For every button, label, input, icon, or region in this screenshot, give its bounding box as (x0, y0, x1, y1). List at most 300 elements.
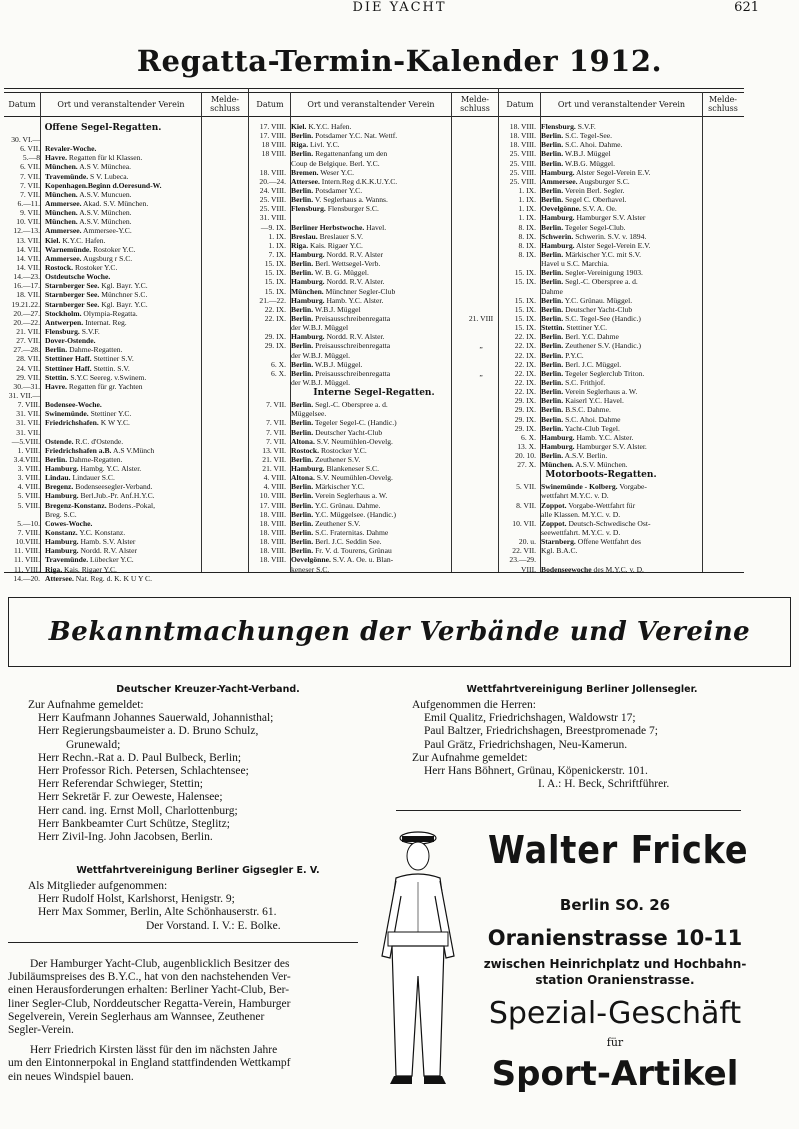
event-date: 14. VII. (16, 244, 40, 254)
event-date: 31. VII. (16, 409, 40, 419)
calendar-row (500, 159, 702, 168)
event-place: Friedrichshafen a.B. (45, 445, 112, 455)
event-date: 23.—29. (509, 555, 536, 565)
event-place: München. (45, 217, 78, 227)
event-date: 12.—13. (13, 226, 40, 236)
event-description (541, 482, 702, 491)
notice-line: ein neues Windspiel bauen. (8, 1070, 134, 1083)
event-place: Oevelgönne. (291, 555, 331, 565)
calendar-row (250, 305, 498, 314)
event-description (541, 332, 702, 341)
event-date: 14. VII. (16, 262, 40, 272)
event-place: Hamburg. (291, 332, 325, 342)
event-description (291, 323, 462, 332)
event-description (541, 387, 702, 396)
event-date: 25. VIII. (259, 195, 286, 205)
event-place: Hamburg. (291, 464, 325, 474)
event-date: 10.VIII. (15, 537, 40, 547)
event-organizer: Coup de Belgique. Berl. Y.C. (291, 158, 380, 168)
calendar-row (250, 409, 498, 418)
event-organizer: Alster Segel-Verein E.V. (576, 167, 651, 177)
event-date: 7. VIII. (17, 400, 40, 410)
ad-sport-articles: Sport-Artikel (491, 1054, 739, 1094)
calendar-row (250, 277, 498, 286)
event-description (541, 186, 702, 195)
event-date: 6. X. (271, 359, 286, 369)
event-date: 22. IX. (514, 332, 536, 342)
event-description (541, 528, 702, 537)
event-description (291, 519, 462, 528)
calendar-row (500, 287, 702, 296)
event-description (291, 409, 462, 418)
calendar-row (500, 268, 702, 277)
event-description (45, 400, 202, 409)
notice-line: Segelverein, Verein Seglerhaus am Wannsee, Zeuthener (8, 1010, 265, 1023)
event-description (291, 546, 462, 555)
event-organizer: Potsdamer Y.C. Nat. Wettf. (315, 131, 398, 141)
event-organizer: Berl. Y.C. Dahme (565, 332, 619, 342)
event-place: Konstanz. (45, 528, 78, 538)
event-organizer: W.B.G. Müggel. (564, 158, 616, 168)
event-place: Hamburg. (291, 249, 325, 259)
event-description (45, 300, 202, 309)
event-date: 21. VII. (16, 326, 40, 336)
calendar-column-3 (500, 122, 702, 574)
event-organizer: A.S V. Münchea. (79, 162, 132, 172)
event-description (541, 140, 702, 149)
event-organizer: Stettiner Y.C. (566, 323, 608, 333)
calendar-row (250, 250, 498, 259)
event-description (45, 473, 202, 482)
event-description (541, 396, 702, 405)
event-description (45, 437, 202, 446)
calendar-row (4, 373, 202, 382)
event-organizer: Segel C. Oberhavel. (565, 195, 627, 205)
event-description (541, 415, 702, 424)
section-heading-text: Offene Segel-Regatten. (44, 123, 162, 133)
event-date: 5.—10. (17, 518, 40, 528)
section-heading (500, 469, 702, 482)
notice-kreuzer (28, 684, 388, 844)
event-place: Stettiner Haff. (45, 354, 92, 364)
col-header-deadline: Melde- schluss (460, 95, 490, 113)
calendar-row (250, 565, 498, 574)
calendar-row (250, 159, 498, 168)
event-date: 31. VIII. (259, 213, 286, 223)
event-place: Berlin. (541, 332, 564, 342)
event-description (541, 122, 702, 131)
calendar-row (250, 332, 498, 341)
event-date: 25. VIII. (509, 149, 536, 159)
event-organizer: Deutscher Yacht-Club (315, 427, 383, 437)
event-organizer: Lindauer S.C. (72, 473, 115, 483)
event-date: 8. IX. (518, 231, 536, 241)
event-date: 25. VIII. (259, 204, 286, 214)
ad-location: zwischen Heinrichplatz und Hochbahn- station Oranienstrasse. (483, 957, 747, 987)
event-description (291, 149, 462, 158)
event-description (541, 204, 702, 213)
event-place: Cowes-Woche. (45, 518, 93, 528)
event-organizer: Olympia-Regatta. (83, 308, 138, 318)
calendar-row (500, 555, 702, 564)
event-description (541, 501, 702, 510)
event-organizer: Berl.Jub.-Pr. Anf.H.Y.C. (80, 491, 155, 501)
event-place: Dover-Ostende. (45, 336, 96, 346)
calendar-row (250, 400, 498, 409)
event-place: Hamburg. (541, 213, 575, 223)
event-description (291, 555, 462, 564)
event-description (45, 290, 202, 299)
event-description (291, 177, 462, 186)
calendar-row (500, 186, 702, 195)
calendar-row (4, 491, 202, 500)
event-organizer: S V. Lubeca. (90, 171, 129, 181)
calendar-row (250, 131, 498, 140)
event-place: Berlin. (541, 423, 564, 433)
event-organizer: Intern.Reg d.K.K.U.Y.C. (321, 176, 398, 186)
calendar-row (4, 519, 202, 528)
event-place: Berlin. (541, 405, 564, 415)
notice-line: I. A.: H. Beck, Schriftführer. (538, 778, 670, 791)
event-place: Breslau. (291, 231, 318, 241)
event-organizer: A.S.V. München. (575, 460, 628, 470)
event-place: Berlin. (291, 518, 314, 528)
event-date: 6. VII. (20, 144, 40, 154)
event-place: Berlin. (541, 313, 564, 323)
event-description (45, 254, 202, 263)
event-place: Rostock. (291, 445, 320, 455)
event-organizer: Dahme-Regatten. (69, 454, 123, 464)
calendar-row (4, 281, 202, 290)
event-description (541, 537, 702, 546)
event-organizer: Segl.-C. Oberspree a. d. (565, 277, 638, 287)
calendar-row (4, 528, 202, 537)
event-place: Friedrichshafen. (45, 418, 99, 428)
calendar-row (250, 537, 498, 546)
event-organizer: P.Y.C. (565, 350, 584, 360)
event-place: Bremen. (291, 167, 319, 177)
event-date: 21.—22. (259, 295, 286, 305)
event-organizer: Hamburger S.V. Alster (576, 213, 646, 223)
event-place: Berlin. (541, 277, 564, 287)
event-place: Berlin. (291, 304, 314, 314)
event-place: Berlin. (541, 149, 564, 159)
event-description (45, 482, 202, 491)
event-date: 1. IX. (518, 185, 536, 195)
event-date: 20. 10. (515, 451, 536, 461)
event-description (291, 437, 462, 446)
event-description (541, 296, 702, 305)
event-organizer: W.B.J. Müggel (314, 304, 361, 314)
section-heading-text: Interne Segel-Regatten. (313, 388, 435, 399)
calendar-row (500, 510, 702, 519)
event-place: München. (45, 162, 78, 172)
event-date: 15. IX. (514, 304, 536, 314)
event-date: 20.—22. (13, 317, 40, 327)
calendar-row (500, 482, 702, 491)
calendar-row (4, 546, 202, 555)
event-place: Berlin. (541, 140, 564, 150)
col-header-deadline: Melde- schluss (708, 95, 738, 113)
calendar-row (250, 491, 498, 500)
event-date: 28. VII. (16, 354, 40, 364)
calendar-row (250, 437, 498, 446)
event-date: 22. VII. (512, 546, 536, 556)
calendar-row (4, 409, 202, 418)
event-organizer: Nordd. R.V. Alster (80, 546, 138, 556)
event-description (291, 223, 462, 232)
event-place: Berlin. (45, 345, 68, 355)
event-description (541, 360, 702, 369)
event-description (45, 190, 202, 199)
notice-line: einen Herausforderungen erhalten: Berliner Yacht-Club, Ber- (8, 984, 290, 997)
calendar-row (250, 464, 498, 473)
event-organizer: Flensburger S.C. (327, 204, 379, 214)
event-description (45, 528, 202, 537)
calendar-row (4, 364, 202, 373)
event-description (541, 323, 702, 332)
event-description (45, 418, 202, 427)
event-organizer: Akad. S.V. München. (82, 198, 149, 208)
event-description (291, 491, 462, 500)
event-description (291, 122, 462, 131)
notice-line: Herr Regierungsbaumeister a. D. Bruno Schulz, (38, 725, 259, 738)
event-place: Bodensee-Woche. (45, 400, 102, 410)
event-description (45, 226, 202, 235)
event-deadline: 21. VIII (468, 313, 494, 323)
event-date: 8. VII. (516, 500, 536, 510)
event-place: Hamburg. (45, 537, 79, 547)
event-description (541, 378, 702, 387)
event-description (291, 250, 462, 259)
event-description (291, 131, 462, 140)
event-description (45, 565, 202, 574)
notice-line: Paul Baltzer, Friedrichshagen, Breestpromenade 7; (424, 725, 658, 738)
event-date: 29. IX. (264, 341, 286, 351)
event-date: 22. IX. (514, 387, 536, 397)
event-description (45, 172, 202, 181)
col-header-date: Datum (506, 100, 534, 109)
event-date: 22. IX. (514, 341, 536, 351)
event-date: 7. IX. (268, 249, 286, 259)
event-organizer: Dahme (541, 286, 563, 296)
calendar-row (4, 236, 202, 245)
event-description (45, 364, 202, 373)
calendar-row (4, 482, 202, 491)
event-organizer: S.C. Tegel-See (Handic.) (565, 313, 641, 323)
notice-title: Wettfahrtvereinigung Berliner Jollensegler. (466, 684, 698, 695)
notice-line: Der Hamburger Yacht-Club, augenblicklich Besitzer des (30, 958, 290, 970)
event-description (541, 351, 702, 360)
event-date: VIII. (521, 564, 536, 574)
event-organizer: S.V.F. (577, 122, 596, 131)
section-heading-text: Motorboots-Regatten. (545, 470, 657, 481)
event-description (541, 433, 702, 442)
event-description (541, 546, 702, 555)
event-place: Attersee. (291, 176, 320, 186)
event-organizer: Y.C. Grünau. Dahme. (314, 500, 381, 510)
event-organizer: W. B. G. Müggel. (314, 268, 369, 278)
calendar-row (500, 241, 702, 250)
event-date: 20. u. (518, 537, 536, 547)
calendar-row (500, 491, 702, 500)
event-place: Kiel. (291, 122, 307, 131)
event-description (291, 204, 462, 213)
event-description (45, 519, 202, 528)
col-header-date: Datum (8, 100, 36, 109)
calendar-row (4, 199, 202, 208)
event-organizer: Stettiner Y.C. (90, 409, 132, 419)
event-place: Oevelgönne. (541, 204, 581, 214)
event-description (45, 263, 202, 272)
calendar-row (250, 195, 498, 204)
event-place: Ammersee. (541, 176, 578, 186)
event-description (541, 259, 702, 268)
calendar-row (4, 574, 202, 583)
event-description (541, 460, 702, 469)
event-place: Berlin. (291, 195, 314, 205)
event-place: Berlin. (291, 368, 314, 378)
section-heading (250, 387, 498, 400)
event-place: Starnberger See. (45, 290, 100, 300)
ad-street: Oranienstrasse 10-11 (487, 926, 743, 950)
calendar-row (250, 268, 498, 277)
event-description (45, 236, 202, 245)
event-organizer: Nat. Reg. d. K. K U Y C. (75, 573, 153, 583)
event-place: Riga. (291, 140, 309, 150)
notice-line: Herr Professor Rich. Petersen, Schlachtensee; (38, 765, 249, 778)
event-description (541, 232, 702, 241)
sailor-illustration (368, 826, 468, 1096)
notice-jollen (412, 684, 752, 791)
calendar-row (500, 277, 702, 286)
event-organizer: S.V. Neumühlen-Oevelg. (316, 473, 393, 483)
event-date: 10. VIII. (259, 491, 286, 501)
calendar-column-2 (250, 122, 498, 574)
event-place: Berlin. (291, 546, 314, 556)
event-description (45, 455, 202, 464)
event-organizer: Preisausschreibenregatta (315, 368, 391, 378)
calendar-row (4, 309, 202, 318)
calendar-row (4, 181, 202, 190)
event-organizer: Nordd. R.V. Alster. (326, 332, 385, 342)
event-description (45, 491, 202, 500)
calendar-row (4, 162, 202, 171)
event-organizer: Münchner S.C. (101, 290, 148, 300)
calendar-row (250, 418, 498, 427)
event-description (541, 519, 702, 528)
calendar-row (4, 391, 202, 400)
event-date: 7. VIII. (17, 528, 40, 538)
event-place: Berlin. (541, 350, 564, 360)
calendar-row (4, 226, 202, 235)
event-description (291, 418, 462, 427)
event-date: 18 VIII. (261, 140, 286, 150)
notice-title: Wettfahrtvereinigung Berliner Gigsegler E. V. (76, 865, 320, 876)
event-organizer: Regattenanfang um den (315, 149, 388, 159)
calendar-row (500, 528, 702, 537)
calendar-row (250, 122, 498, 131)
col-header-place: Ort und veranstaltender Verein (557, 100, 686, 109)
event-date: 20.—27. (13, 308, 40, 318)
event-description (541, 268, 702, 277)
calendar-row (500, 177, 702, 186)
event-date: 15. IX. (514, 277, 536, 287)
event-description (45, 336, 202, 345)
calendar-row (500, 415, 702, 424)
event-date: 3. VIII. (17, 464, 40, 474)
event-place: Travemünde. (45, 171, 89, 181)
calendar-row (250, 482, 498, 491)
event-date: 25. VIII. (509, 158, 536, 168)
event-date: 14.—20. (13, 573, 40, 583)
event-place: München. (291, 286, 324, 296)
ad-special-shop: Spezial-Geschäft (488, 996, 742, 1031)
event-organizer: keneser S.C. (291, 564, 330, 574)
event-date: 10. VII. (16, 217, 40, 227)
event-place: Ammersee. (45, 226, 82, 236)
calendar-row (4, 153, 202, 162)
event-place: Hamburg. (45, 464, 79, 474)
event-date: 29. IX. (264, 332, 286, 342)
event-place: Flensburg. (45, 326, 80, 336)
event-date: 4. VIII. (263, 482, 286, 492)
calendar-row (250, 149, 498, 158)
event-place: Berlin. (541, 185, 564, 195)
event-organizer: der W.B.J. Müggel. (291, 377, 351, 387)
event-place: Bregenz. (45, 482, 74, 492)
event-date: 18. VIII. (259, 537, 286, 547)
event-description (541, 177, 702, 186)
event-place: Berlin. (45, 454, 68, 464)
event-date: 15. IX. (264, 259, 286, 269)
event-place: Berlin. (291, 537, 314, 547)
event-organizer: Bodenseesegler-Verband. (75, 482, 153, 492)
event-place: Hamburg. (45, 491, 79, 501)
calendar-row (250, 546, 498, 555)
event-description (291, 351, 462, 360)
event-date: 29. IX. (514, 414, 536, 424)
event-description (45, 309, 202, 318)
event-place: Berlin. (291, 185, 314, 195)
notice-line: Segler-Verein. (8, 1024, 74, 1037)
calendar-row (4, 217, 202, 226)
event-date: 24. VIII. (259, 185, 286, 195)
event-organizer: Augsburger S.C. (578, 176, 630, 186)
event-date: 1. VIII. (17, 445, 40, 455)
event-date: 4. VIII. (17, 482, 40, 492)
event-description (45, 345, 202, 354)
ad-for: für (606, 1036, 624, 1049)
event-organizer: Schwerin. S.V. v. 1894. (575, 231, 647, 241)
event-place: Berlin. (541, 304, 564, 314)
event-description (541, 341, 702, 350)
event-place: Hamburg. (45, 546, 79, 556)
event-organizer: Hamburger S.V. Alster. (576, 441, 647, 451)
event-date: 7. VII. (20, 189, 40, 199)
ad-company-name: Walter Fricke (488, 828, 749, 872)
event-date: 14. VII. (16, 253, 40, 263)
event-organizer: A.S.V. München. (79, 217, 132, 227)
event-date: 3.4.VIII. (13, 454, 40, 464)
event-date: 31. VII. (16, 418, 40, 428)
event-place: Berlin. (291, 427, 314, 437)
calendar-row (500, 519, 702, 528)
event-organizer: Kais. Rigaer Y.C. (310, 240, 363, 250)
event-date: 15. IX. (514, 313, 536, 323)
event-deadline: „ (479, 368, 483, 378)
notice-line: Grunewald; (66, 738, 121, 751)
